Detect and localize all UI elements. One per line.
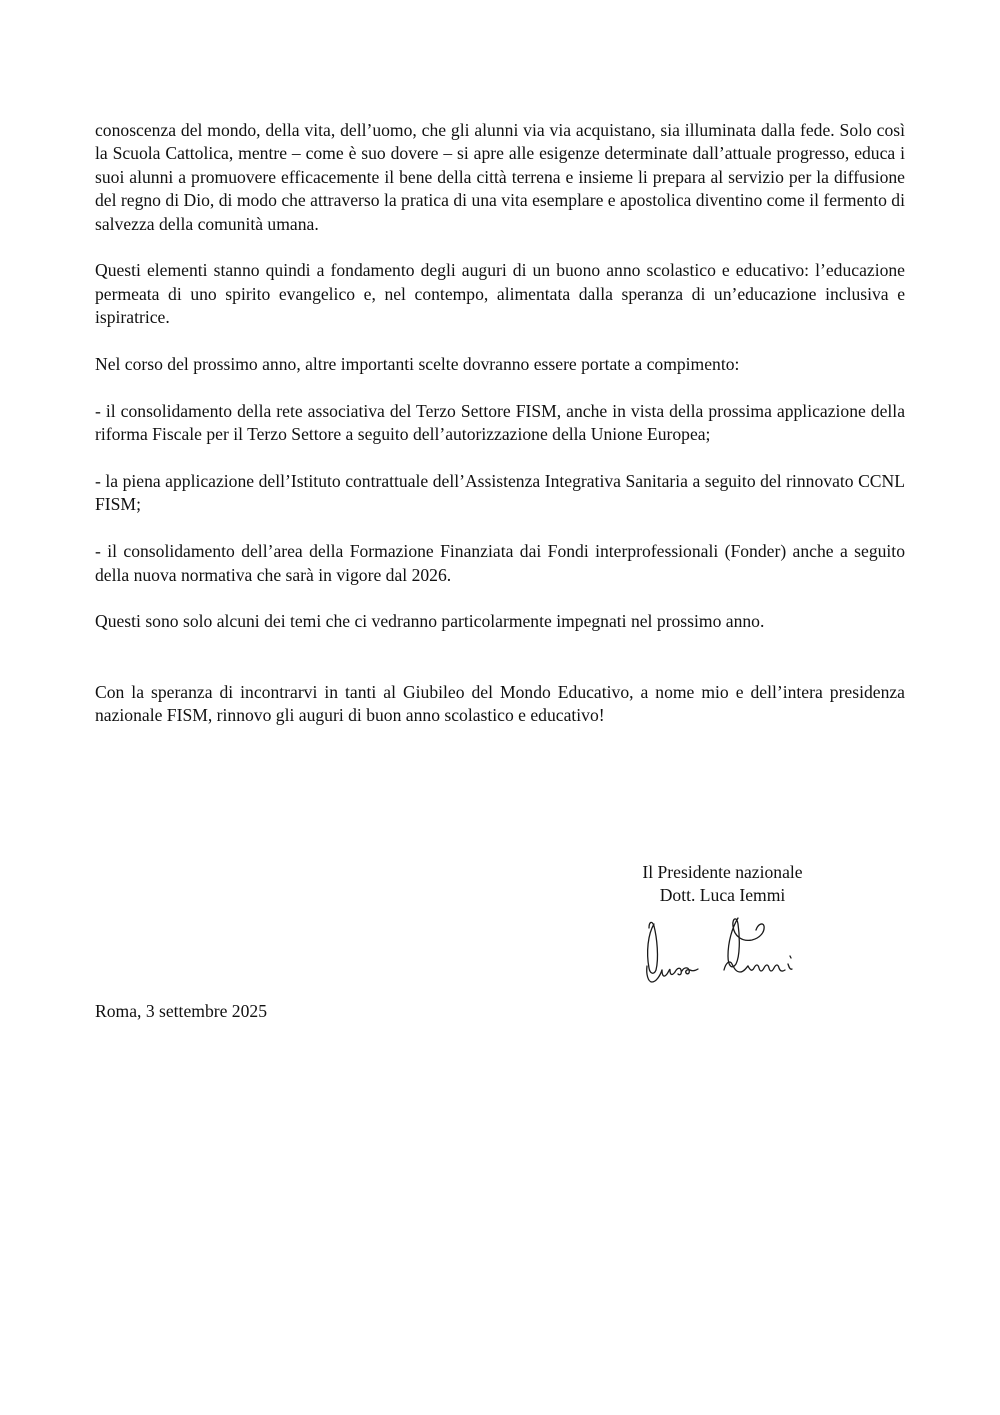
place-date: Roma, 3 settembre 2025 <box>95 1001 267 1021</box>
list-item-third-sector: - il consolidamento della rete associativa del Terzo Settore FISM, anche in vista della prossima applicazione della riforma Fiscale per il Terzo Settore a seguito dell’autorizzazione della Unione Europea; <box>95 400 905 445</box>
signatory-role: Il Presidente nazionale <box>642 862 803 882</box>
paragraph-faith-education: conoscenza del mondo, della vita, dell’uomo, che gli alunni via via acquistano, sia illuminata dalla fede. Solo così la Scuola Cattolica, mentre – come è suo dovere – si apre alle esigenze determinate dall’attuale progresso, educa i suoi alunni a promuovere efficacemente il bene della città terrena e insieme li prepara al servizio per la diffusione del regno di Dio, di modo che attraverso la pratica di una vita esemplare e apostolica diventino come il fermento di salvezza della comunità umana. <box>95 120 905 234</box>
signature-block <box>590 861 855 908</box>
list-item-health-assistance: - la piena applicazione dell’Istituto contrattuale dell’Assistenza Integrativa Sanitaria a seguito del rinnovato CCNL FISM; <box>95 471 905 515</box>
paragraph-closing-wishes: Con la speranza di incontrarvi in tanti al Giubileo del Mondo Educativo, a nome mio e dell’intera presidenza nazionale FISM, rinnovo gli auguri di buon anno scolastico e educativo! <box>95 681 905 726</box>
signatory-name: Dott. Luca Iemmi <box>659 885 786 906</box>
list-item-financed-training: - il consolidamento dell’area della Formazione Finanziata dai Fondi interprofessionali (Fonder) anche a seguito della nuova normativa che sarà in vigore dal 2026. <box>95 541 905 585</box>
paragraph-next-year-intro: Nel corso del prossimo anno, altre importanti scelte dovranno essere portate a compimento: <box>95 354 740 375</box>
letter-body <box>95 119 905 751</box>
paragraph-wishes-foundation: Questi elementi stanno quindi a fondamento degli auguri di un buono anno scolastico e educativo: l’educazione permeata di uno spirito evangelico e, nel contempo, alimentata dalla speranza di un’educazione inclusiva e ispiratrice. <box>95 260 905 328</box>
handwritten-signature <box>640 912 810 992</box>
paragraph-topics-summary: Questi sono solo alcuni dei temi che ci vedranno particolarmente impegnati nel prossimo anno. <box>95 611 765 632</box>
